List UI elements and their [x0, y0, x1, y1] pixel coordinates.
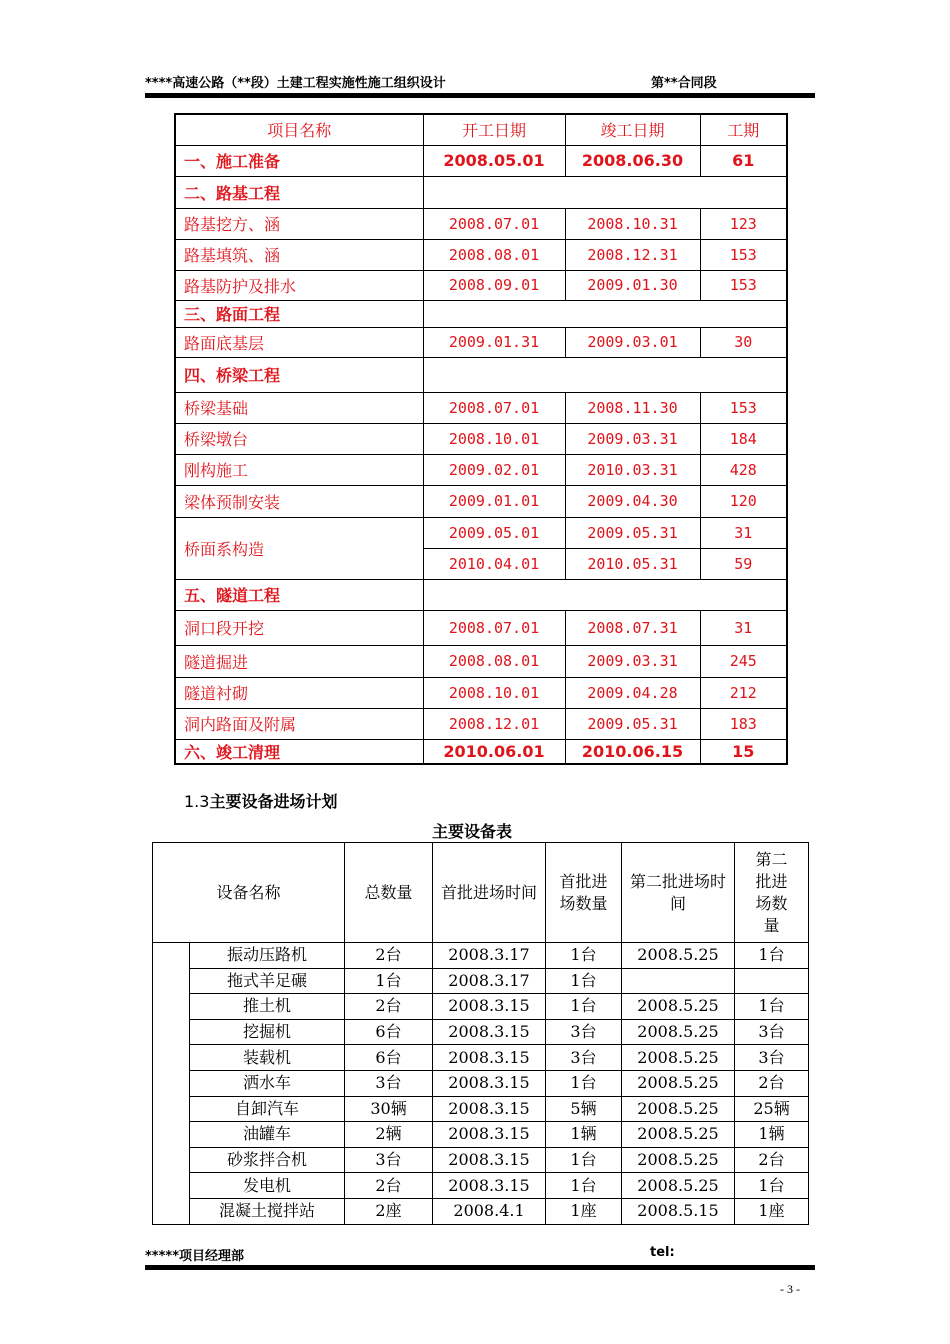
end-date: 2008.12.31	[565, 239, 700, 270]
total-quantity: 30辆	[345, 1096, 433, 1122]
start-date: 2008.07.01	[423, 610, 565, 645]
duration: 61	[700, 145, 787, 176]
equipment-row	[153, 943, 809, 969]
duration: 59	[700, 548, 787, 579]
schedule-row	[175, 517, 787, 548]
first-batch-time: 2008.3.15	[433, 1019, 546, 1045]
second-batch-time: 2008.5.25	[622, 1173, 735, 1199]
total-quantity: 6台	[345, 1019, 433, 1045]
duration: 120	[700, 485, 787, 517]
first-batch-qty: 1座	[546, 1198, 622, 1224]
equipment-name: 砂浆拌合机	[190, 1147, 345, 1173]
first-batch-qty: 1台	[546, 1070, 622, 1096]
item-name: 四、桥梁工程	[175, 357, 423, 392]
start-date: 2008.07.01	[423, 392, 565, 423]
equipment-name: 推土机	[190, 994, 345, 1020]
item-name: 梁体预制安装	[175, 485, 423, 517]
duration: 30	[700, 327, 787, 357]
second-batch-time: 2008.5.25	[622, 1122, 735, 1148]
schedule-row	[175, 392, 787, 423]
duration: 245	[700, 645, 787, 677]
schedule-row	[175, 270, 787, 300]
start-date: 2008.08.01	[423, 239, 565, 270]
duration: 184	[700, 423, 787, 454]
second-batch-time	[622, 968, 735, 994]
total-quantity: 3台	[345, 1147, 433, 1173]
item-name: 路基防护及排水	[175, 270, 423, 300]
end-date: 2009.04.28	[565, 677, 700, 708]
schedule-section-row	[175, 145, 787, 176]
item-name: 二、路基工程	[175, 176, 423, 208]
equipment-row	[153, 1122, 809, 1148]
col-header-second-time: 第二批进场时间	[622, 843, 735, 943]
item-name: 五、隧道工程	[175, 579, 423, 610]
col-header-second-qty: 第二批进场数量	[735, 843, 809, 943]
item-name: 六、竣工清理	[175, 739, 423, 764]
end-date: 2009.05.31	[565, 517, 700, 548]
start-date: 2008.10.01	[423, 677, 565, 708]
end-date: 2008.11.30	[565, 392, 700, 423]
empty-cell	[423, 357, 787, 392]
first-batch-time: 2008.3.15	[433, 1045, 546, 1071]
equipment-name: 拖式羊足碾	[190, 968, 345, 994]
col-header-first-qty: 首批进场数量	[546, 843, 622, 943]
first-batch-qty: 3台	[546, 1019, 622, 1045]
second-batch-qty: 2台	[735, 1070, 809, 1096]
end-date: 2008.06.30	[565, 145, 700, 176]
duration: 183	[700, 708, 787, 739]
equipment-name: 振动压路机	[190, 943, 345, 969]
item-name: 洞内路面及附属	[175, 708, 423, 739]
equipment-row	[153, 1147, 809, 1173]
footer-org: *****项目经理部	[145, 1249, 244, 1264]
first-batch-qty: 1台	[546, 994, 622, 1020]
col-header-total: 总数量	[345, 843, 433, 943]
end-date: 2009.03.31	[565, 423, 700, 454]
schedule-header-row	[175, 114, 787, 145]
item-name: 隧道衬砌	[175, 677, 423, 708]
item-name: 桥面系构造	[175, 517, 423, 579]
item-name: 一、施工准备	[175, 145, 423, 176]
page-header	[145, 72, 815, 90]
subsection-number: 1.3	[184, 792, 210, 811]
equipment-header-row	[153, 843, 809, 943]
item-name: 路基填筑、涵	[175, 239, 423, 270]
first-batch-qty: 1台	[546, 968, 622, 994]
second-batch-time: 2008.5.25	[622, 943, 735, 969]
footer-rule	[145, 1265, 815, 1270]
schedule-row	[175, 485, 787, 517]
item-name: 路面底基层	[175, 327, 423, 357]
item-name: 隧道掘进	[175, 645, 423, 677]
equipment-name: 挖掘机	[190, 1019, 345, 1045]
start-date: 2008.10.01	[423, 423, 565, 454]
start-date: 2009.02.01	[423, 454, 565, 485]
equipment-name: 发电机	[190, 1173, 345, 1199]
first-batch-time: 2008.3.15	[433, 1122, 546, 1148]
item-name: 刚构施工	[175, 454, 423, 485]
end-date: 2009.03.01	[565, 327, 700, 357]
equipment-row	[153, 968, 809, 994]
second-batch-time: 2008.5.25	[622, 1096, 735, 1122]
total-quantity: 2座	[345, 1198, 433, 1224]
total-quantity: 2台	[345, 994, 433, 1020]
first-batch-time: 2008.3.15	[433, 1147, 546, 1173]
schedule-section-row	[175, 357, 787, 392]
total-quantity: 1台	[345, 968, 433, 994]
col-header-start: 开工日期	[423, 114, 565, 145]
footer-tel: tel:	[650, 1245, 675, 1260]
first-batch-time: 2008.3.15	[433, 1096, 546, 1122]
start-date: 2010.04.01	[423, 548, 565, 579]
page-number: - 3 -	[780, 1282, 800, 1296]
col-header-name: 设备名称	[153, 843, 345, 943]
schedule-row	[175, 708, 787, 739]
end-date: 2009.03.31	[565, 645, 700, 677]
total-quantity: 2辆	[345, 1122, 433, 1148]
second-batch-qty: 3台	[735, 1019, 809, 1045]
end-date: 2010.03.31	[565, 454, 700, 485]
second-batch-time: 2008.5.15	[622, 1198, 735, 1224]
first-batch-qty: 1台	[546, 1173, 622, 1199]
equipment-name: 油罐车	[190, 1122, 345, 1148]
first-batch-qty: 1台	[546, 1147, 622, 1173]
document-title: ****高速公路（**段）土建工程实施性施工组织设计	[145, 76, 446, 91]
total-quantity: 6台	[345, 1045, 433, 1071]
equipment-table	[152, 842, 809, 1225]
duration: 123	[700, 208, 787, 239]
schedule-section-row	[175, 739, 787, 764]
total-quantity: 3台	[345, 1070, 433, 1096]
duration: 31	[700, 517, 787, 548]
duration: 153	[700, 392, 787, 423]
end-date: 2010.05.31	[565, 548, 700, 579]
total-quantity: 2台	[345, 1173, 433, 1199]
equipment-row	[153, 1070, 809, 1096]
duration: 15	[700, 739, 787, 764]
equipment-row	[153, 1096, 809, 1122]
second-batch-qty: 3台	[735, 1045, 809, 1071]
col-header-first-time: 首批进场时间	[433, 843, 546, 943]
blank-margin-cell	[153, 943, 190, 1225]
subsection-heading	[184, 789, 337, 812]
schedule-section-row	[175, 176, 787, 208]
second-batch-time: 2008.5.25	[622, 1045, 735, 1071]
schedule-row	[175, 239, 787, 270]
schedule-row	[175, 454, 787, 485]
equipment-table-title: 主要设备表	[432, 822, 513, 841]
equipment-name: 洒水车	[190, 1070, 345, 1096]
start-date: 2009.05.01	[423, 517, 565, 548]
second-batch-qty	[735, 968, 809, 994]
start-date: 2008.08.01	[423, 645, 565, 677]
schedule-row	[175, 610, 787, 645]
first-batch-time: 2008.3.15	[433, 1070, 546, 1096]
contract-section: 第**合同段	[651, 76, 717, 91]
empty-cell	[423, 579, 787, 610]
schedule-row	[175, 677, 787, 708]
col-header-days: 工期	[700, 114, 787, 145]
second-batch-qty: 2台	[735, 1147, 809, 1173]
equipment-name: 自卸汽车	[190, 1096, 345, 1122]
first-batch-qty: 1辆	[546, 1122, 622, 1148]
col-header-name: 项目名称	[175, 114, 423, 145]
second-batch-qty: 25辆	[735, 1096, 809, 1122]
equipment-row	[153, 1019, 809, 1045]
second-batch-qty: 1座	[735, 1198, 809, 1224]
end-date: 2008.07.31	[565, 610, 700, 645]
end-date: 2008.10.31	[565, 208, 700, 239]
item-name: 路基挖方、涵	[175, 208, 423, 239]
page-footer	[145, 1245, 815, 1264]
duration: 153	[700, 270, 787, 300]
equipment-row	[153, 1198, 809, 1224]
duration: 428	[700, 454, 787, 485]
equipment-name: 混凝土搅拌站	[190, 1198, 345, 1224]
empty-cell	[423, 176, 787, 208]
equipment-row	[153, 1173, 809, 1199]
start-date: 2008.09.01	[423, 270, 565, 300]
schedule-row	[175, 645, 787, 677]
start-date: 2008.12.01	[423, 708, 565, 739]
duration: 153	[700, 239, 787, 270]
schedule-section-row	[175, 579, 787, 610]
duration: 212	[700, 677, 787, 708]
first-batch-qty: 1台	[546, 943, 622, 969]
second-batch-time: 2008.5.25	[622, 1070, 735, 1096]
first-batch-time: 2008.3.17	[433, 943, 546, 969]
start-date: 2009.01.31	[423, 327, 565, 357]
equipment-row	[153, 1045, 809, 1071]
schedule-row	[175, 423, 787, 454]
second-batch-time: 2008.5.25	[622, 994, 735, 1020]
subsection-title: 主要设备进场计划	[209, 792, 338, 811]
first-batch-time: 2008.3.17	[433, 968, 546, 994]
item-name: 三、路面工程	[175, 300, 423, 327]
second-batch-time: 2008.5.25	[622, 1019, 735, 1045]
first-batch-time: 2008.3.15	[433, 994, 546, 1020]
schedule-table	[174, 113, 788, 765]
second-batch-qty: 1台	[735, 1173, 809, 1199]
first-batch-qty: 5辆	[546, 1096, 622, 1122]
col-header-end: 竣工日期	[565, 114, 700, 145]
end-date: 2009.05.31	[565, 708, 700, 739]
item-name: 桥梁墩台	[175, 423, 423, 454]
second-batch-qty: 1辆	[735, 1122, 809, 1148]
duration: 31	[700, 610, 787, 645]
start-date: 2008.05.01	[423, 145, 565, 176]
second-batch-qty: 1台	[735, 943, 809, 969]
end-date: 2010.06.15	[565, 739, 700, 764]
start-date: 2010.06.01	[423, 739, 565, 764]
second-batch-qty: 1台	[735, 994, 809, 1020]
first-batch-qty: 3台	[546, 1045, 622, 1071]
equipment-name: 装载机	[190, 1045, 345, 1071]
start-date: 2009.01.01	[423, 485, 565, 517]
first-batch-time: 2008.3.15	[433, 1173, 546, 1199]
start-date: 2008.07.01	[423, 208, 565, 239]
total-quantity: 2台	[345, 943, 433, 969]
empty-cell	[423, 300, 787, 327]
first-batch-time: 2008.4.1	[433, 1198, 546, 1224]
end-date: 2009.04.30	[565, 485, 700, 517]
schedule-row	[175, 208, 787, 239]
item-name: 洞口段开挖	[175, 610, 423, 645]
schedule-section-row	[175, 300, 787, 327]
end-date: 2009.01.30	[565, 270, 700, 300]
second-batch-time: 2008.5.25	[622, 1147, 735, 1173]
header-rule	[145, 93, 815, 98]
equipment-row	[153, 994, 809, 1020]
item-name: 桥梁基础	[175, 392, 423, 423]
schedule-row	[175, 327, 787, 357]
